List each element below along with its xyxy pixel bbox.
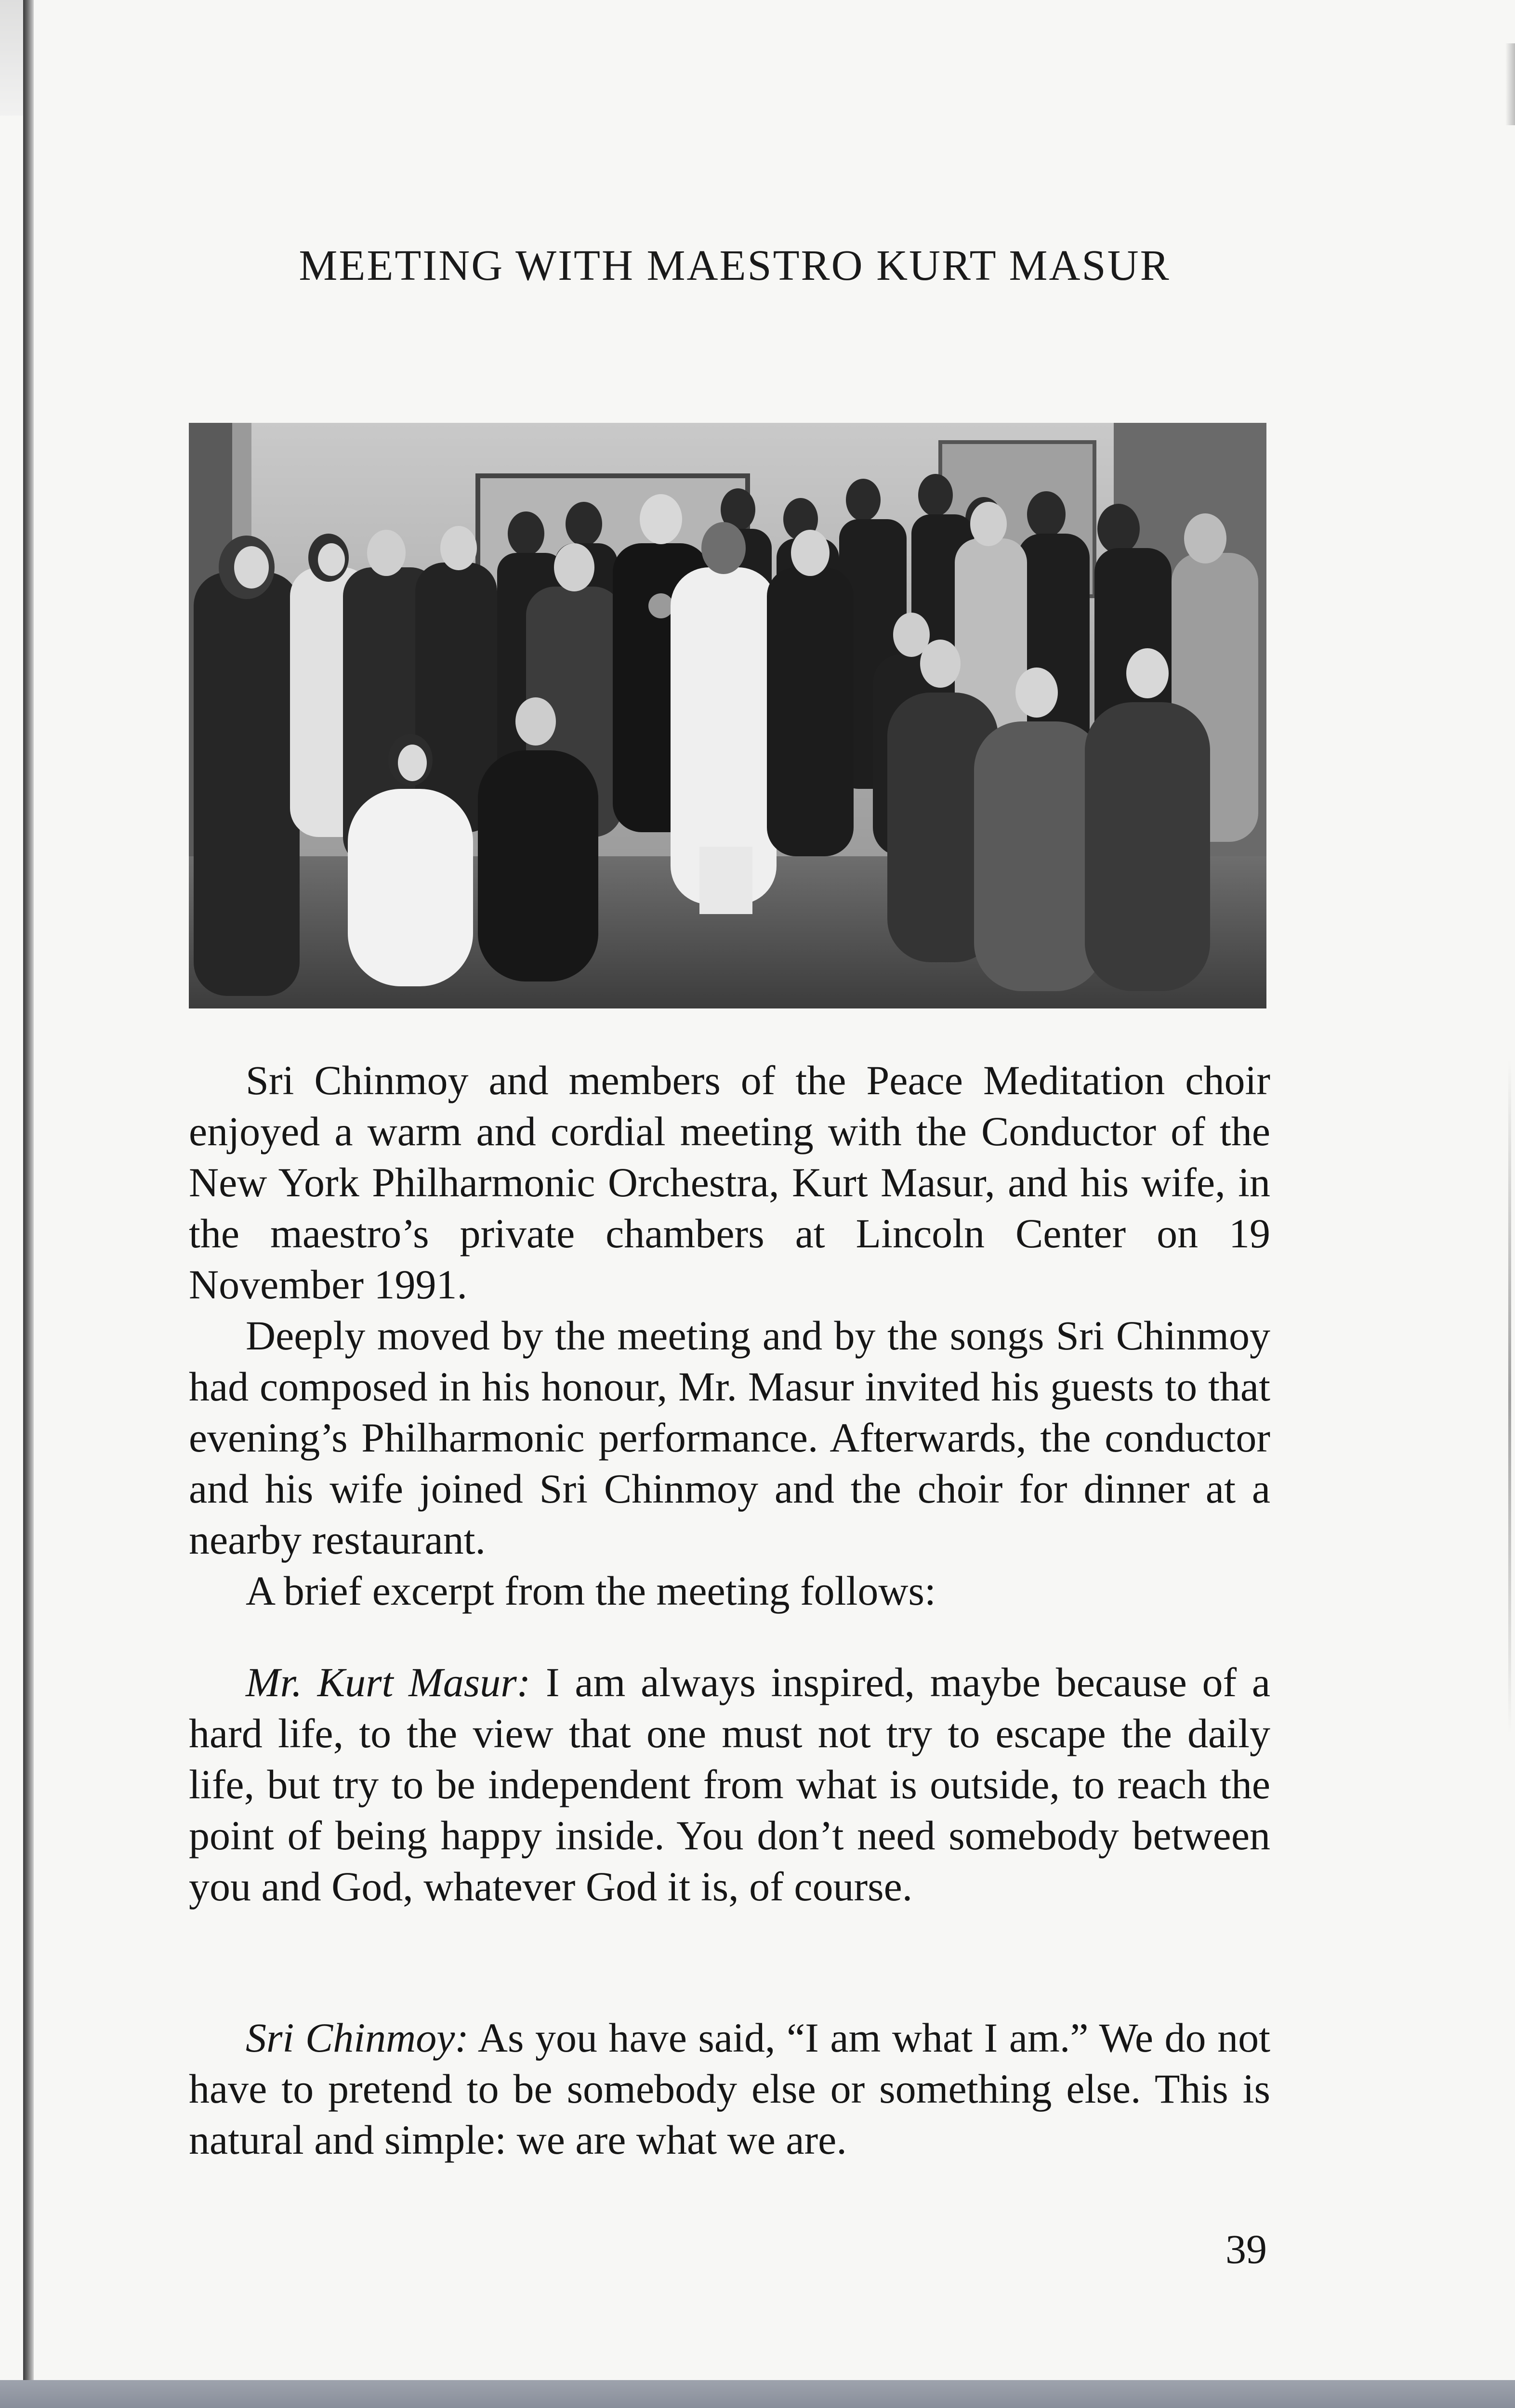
scan-bottom-edge — [0, 2380, 1515, 2408]
paragraph-intro: Sri Chinmoy and members of the Peace Meditation choir enjoyed a warm and cordial meeting with the Conductor of the New York Philharmonic Orchestra, Kurt Masur, and his wife, in the maestro’s private chambers at Lincoln Center on 19 November 1991. — [189, 1057, 1270, 1308]
page-number: 39 — [1225, 2226, 1267, 2272]
article-body — [189, 1055, 1270, 1616]
speaker-name: Sri Chinmoy: — [246, 2015, 469, 2061]
paragraph-invitation: Deeply moved by the meeting and by the songs Sri Chinmoy had composed in his honour, Mr. Masur invited his guests to that evening’s Philharmonic performance. Afterwards, the conductor and his wife joined Sri Chinmoy and the choir for dinner at a nearby restaurant. — [189, 1312, 1270, 1563]
scan-artifact — [1505, 43, 1515, 125]
scan-artifact-line — [1508, 1060, 1511, 1734]
group-photo-icon — [189, 423, 1266, 1008]
scan-edge-noise — [0, 0, 23, 116]
paragraph-excerpt-intro: A brief excerpt from the meeting follows: — [246, 1568, 936, 1614]
speaker-name: Mr. Kurt Masur: — [246, 1659, 531, 1705]
dialogue-chinmoy — [189, 2012, 1270, 2165]
book-binding-edge — [23, 0, 34, 2398]
dialogue-text: I am always inspired, maybe because of a hard life, to the view that one must not try to escape the daily life, but try to be independent from what is outside, to reach the point of being happy inside. You don’t need somebody between you and God, whatever God it is, of course. — [189, 1659, 1270, 1910]
dialogue-text: As you have said, “I am what I am.” We do not have to pretend to be somebody else or something else. This is natural and simple: we are what we are. — [189, 2015, 1270, 2163]
dialogue-masur — [189, 1657, 1270, 1912]
chapter-title: MEETING WITH MAESTRO KURT MASUR — [299, 242, 1171, 289]
group-photo — [189, 423, 1266, 1008]
